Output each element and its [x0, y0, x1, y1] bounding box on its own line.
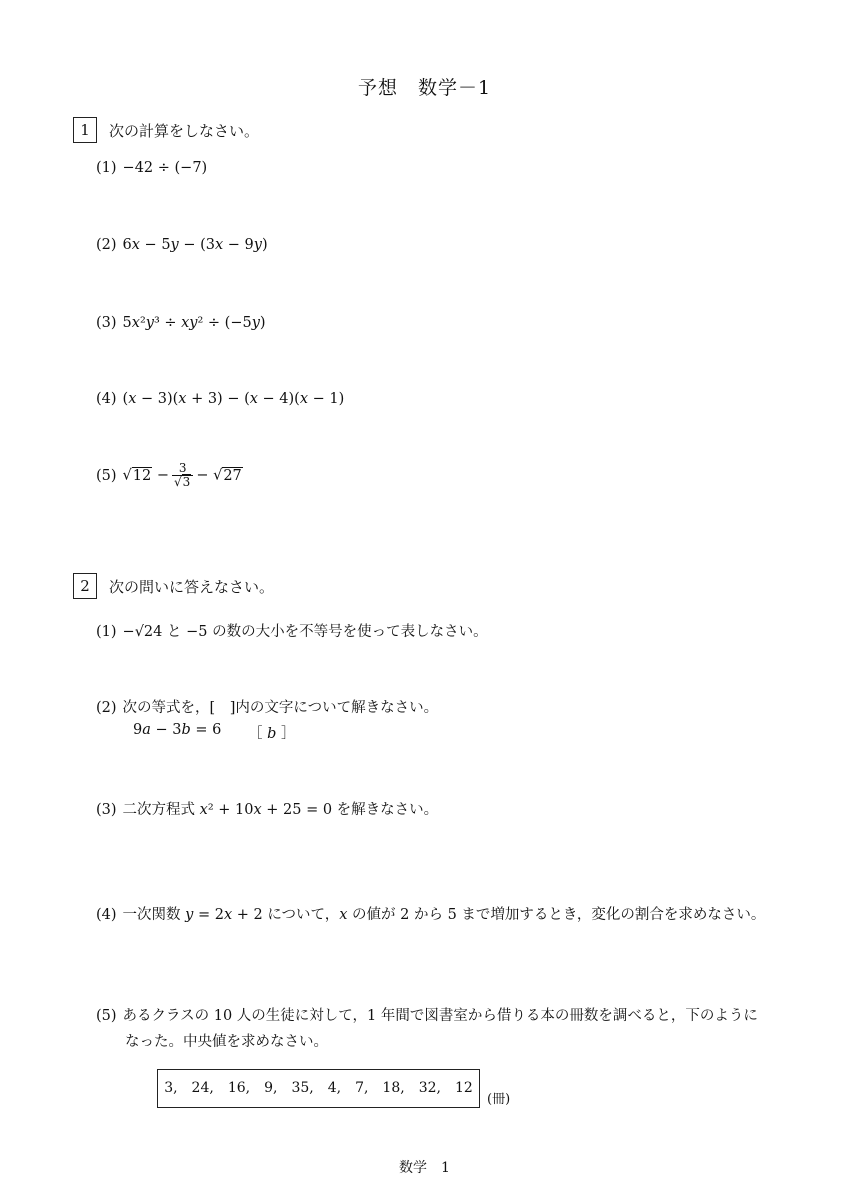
data-values-box: 3, 24, 16, 9, 35, 4, 7, 18, 32, 12	[157, 1069, 480, 1108]
minus-sign: −	[156, 467, 170, 484]
sqrt-27: 27	[223, 467, 242, 484]
s2-question-2	[96, 696, 438, 717]
sqrt-12: 12	[132, 467, 152, 484]
question-number: (3)	[96, 315, 117, 331]
solve-for-variable: ［ 𝑏 ］	[248, 726, 296, 742]
expression: (𝑥 − 3)(𝑥 + 3) − (𝑥 − 4)(𝑥 − 1)	[122, 391, 345, 407]
question-text: 二次方程式 𝑥² + 10𝑥 + 25 = 0 を解きなさい。	[122, 802, 439, 818]
expression: 5𝑥²𝑦³ ÷ 𝑥𝑦² ÷ (−5𝑦)	[122, 315, 266, 331]
expression: 6𝑥 − 5𝑦 − (3𝑥 − 9𝑦)	[122, 237, 268, 253]
section-1-number-box: 1	[73, 117, 97, 143]
section-2-number-box: 2	[73, 573, 97, 599]
s1-question-2	[96, 237, 268, 253]
s1-question-4	[96, 391, 344, 407]
page-title: 予想 数学－1	[357, 77, 492, 99]
section-2-instruction: 次の問いに答えなさい。	[109, 578, 275, 596]
fraction-numerator: 3	[172, 462, 193, 476]
question-number: (1)	[96, 160, 117, 176]
unit-label: (冊)	[487, 1092, 511, 1107]
section-1-instruction: 次の計算をしなさい。	[109, 122, 260, 140]
minus-sign: −	[196, 467, 209, 484]
question-text: −√24 と −5 の数の大小を不等号を使って表しなさい。	[122, 624, 488, 640]
question-text: 次の等式を，[ ]内の文字について解きなさい。	[122, 700, 439, 716]
s2-question-3	[96, 798, 438, 819]
s1-question-1	[96, 160, 207, 176]
question-text: 一次関数 𝑦 = 2𝑥 + 2 について，𝑥 の値が 2 から 5 まで増加するとき，変化の割合を求めなさい。	[122, 907, 766, 923]
question-text-line-1: あるクラスの 10 人の生徒に対して，1 年間で図書室から借りる本の冊数を調べると，下のように	[122, 1008, 758, 1024]
question-number: (5)	[96, 467, 117, 484]
page-footer: 数学 1	[399, 1160, 450, 1176]
fraction-denominator: 3	[182, 475, 191, 490]
s2-question-5	[96, 1004, 758, 1025]
fraction: $\frac{3}{√3}$	[172, 462, 193, 489]
question-number: (4)	[96, 907, 117, 923]
expression: −42 ÷ (−7)	[122, 160, 208, 176]
equation: 9𝑎 − 3𝑏 = 6	[133, 722, 222, 738]
question-number: (2)	[96, 237, 117, 253]
s1-question-3	[96, 315, 266, 331]
s1-question-5: (5) √12 − $\frac{3}{√3}$ − √27	[96, 461, 242, 490]
s2-question-4	[96, 903, 765, 924]
question-number: (3)	[96, 802, 117, 818]
question-number: (1)	[96, 624, 117, 640]
question-number: (5)	[96, 1008, 117, 1024]
question-number: (4)	[96, 391, 117, 407]
s2-question-1	[96, 620, 488, 641]
question-text-line-2: なった。中央値を求めなさい。	[125, 1034, 328, 1050]
question-number: (2)	[96, 700, 117, 716]
